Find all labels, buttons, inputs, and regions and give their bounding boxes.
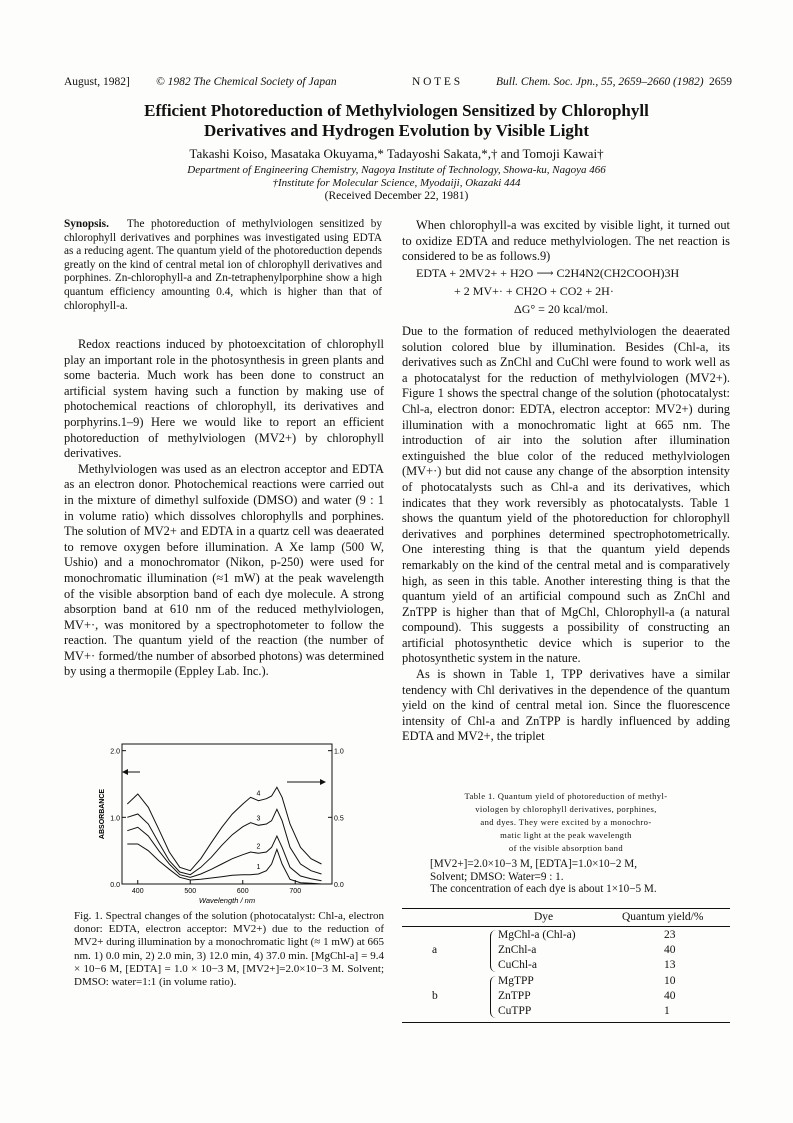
column-header-dye: Dye [534, 911, 554, 923]
synopsis-label: Synopsis. [64, 218, 109, 230]
x-tick-label: 400 [131, 888, 144, 895]
header-date: August, 1982] [64, 76, 130, 88]
curve-label: 1 [256, 864, 261, 871]
running-header [64, 76, 732, 92]
table-bottom-rule [402, 1022, 730, 1023]
header-section: N O T E S [412, 76, 461, 88]
equation-line-2: + 2 MV+· + CH2O + CO2 + 2H· [454, 284, 614, 298]
equation-line-3: ΔG° = 20 kcal/mol. [514, 302, 608, 316]
right-column-body [402, 324, 730, 745]
paragraph: Due to the formation of reduced methylviologen the deaerated solution colored blue by illumination. Besides (Chl-a, its derivatives such as ZnChl and CuChl were found to work well as a photocatalyst for the reduction of methylviologen (MV2+). Figure 1 shows the spectral change of the solution (photocatalyst: Chl-a, electron donor: EDTA, electron acceptor: MV2+) during illumination with a monochromatic light at 665 nm. The introduction of air into the solution after illumination extinguished the blue color of the reduced methylviologen (MV+·) but did not cause any change of the absorption intensity of photocatalysts such as Chl-a and its derivatives, which indicates that they work reversibly as photocatalysts. Table 1 shows the quantum yield of the photoreduction for chlorophyll derivatives and porphines determined spectrophotometrically. One interesting thing is that the quantum yield depends remarkably on the kind of the central metal and is comparatively high, as seen in this table. Another interesting thing is that the quantum yield of an artificial compound such as ZnChl and ZnTPP is higher than that of MgChl, Chlorophyll-a (a natural compound). This suggests a possibility of constructing an artificial photosynthetic device which is superior to the photosynthetic system in the nature. [402, 324, 730, 666]
header-page-number: 2659 [709, 76, 732, 88]
column-header-quantum-yield: Quantum yield/% [622, 911, 704, 923]
paragraph: Methylviologen was used as an electron acceptor and EDTA as an electron donor. Photochemical reactions were carried out in the mixture of dimethyl sulfoxide (DMSO) and water (9 : 1 in volume ratio) which dissolves chlorophylls and porphines. The solution of MV2+ and EDTA in a quartz cell was deaerated to remove oxygen before illumination. A Xe lamp (500 W, Ushio) and a monochromator (Nikon, p-250) were used for monochromatic illumination (≈1 mW) at the peak wavelength of the visible absorption band of each dye molecule. A strong absorption band at 610 nm of the reduced methylviologen, MV+·, was monitored by a spectrophotometer to follow the reaction. The quantum yield of the reaction (the number of MV+· formed/the number of absorbed photons) was determined by using a thermopile (Eppley Lab. Inc.). [64, 461, 384, 679]
x-tick-label: 700 [289, 888, 302, 895]
table-caption-line: of the visible absorption band [508, 843, 624, 853]
condition-line: Solvent; DMSO: Water=9 : 1. [430, 870, 564, 883]
arrow-head-icon [122, 769, 128, 775]
authors: Takashi Koiso, Masataka Okuyama,* Tadayoshi Sakata,*,† and Tomoji Kawai† [189, 146, 604, 161]
curve-label: 3 [256, 815, 261, 823]
affiliation-1: Department of Engineering Chemistry, Nagoya Institute of Technology, Showa-ku, Nagoya 466 [187, 164, 606, 176]
group-brace-a [490, 930, 496, 972]
y-tick-label: 1.0 [110, 815, 120, 823]
x-axis-label: Wavelength / nm [198, 896, 256, 905]
condition-line: [MV2+]=2.0×10−3 M, [EDTA]=1.0×10−2 M, [430, 858, 638, 870]
plot-frame [122, 744, 332, 884]
table-caption-line: matic light at the peak wavelength [500, 830, 632, 840]
table-cell-yield: 13 [664, 959, 676, 971]
group-brace-b [490, 976, 496, 1018]
table-cell-yield: 10 [664, 975, 676, 987]
synopsis-text: The photoreduction of methylviologen sensitized by chlorophyll derivatives and porphines was investigated using EDTA as a reducing agent. The quantum yield of the photoreduction depends greatly on the kind of central metal ion of chlorophyll derivatives and porphines. Zn-chlorophyll-a and Zn-tetraphenylporphine show a high quantum efficiency amounting 0.4, which is higher than that of chlorophyll-a. [64, 218, 382, 312]
table-caption-line: viologen by chlorophyll derivatives, porphines, [475, 804, 657, 814]
right-column-intro [402, 218, 730, 265]
title-line-1: Efficient Photoreduction of Methylviologen Sensitized by Chlorophyll [144, 101, 649, 120]
y-tick-label: 2.0 [110, 748, 120, 756]
series-3-line [127, 809, 321, 874]
spectrum-chart [92, 738, 357, 908]
table-caption-line: and dyes. They were excited by a monochro- [480, 817, 652, 827]
arrow-head-icon [320, 779, 326, 785]
table-row: MgTPP [498, 975, 534, 987]
table-conditions [430, 858, 730, 896]
curve-label: 2 [256, 843, 261, 851]
table-cell-yield: 23 [664, 929, 676, 941]
paragraph: When chlorophyll-a was excited by visible light, it turned out to oxidize EDTA and reduce methylviologen. The net reaction is considered to be as follows.9) [402, 218, 730, 264]
table-caption [402, 790, 730, 855]
synopsis [64, 218, 382, 313]
table-caption-line: Table 1. Quantum yield of photoreduction of methyl- [464, 791, 668, 801]
y-axis-label: ABSORBANCE [99, 788, 106, 840]
received-date: (Received December 22, 1981) [324, 190, 469, 202]
y2-tick-label: 0.5 [334, 815, 344, 823]
table-row: ZnTPP [498, 990, 531, 1002]
group-label-a: a [432, 944, 438, 956]
affiliation-2: †Institute for Molecular Science, Myodaiji, Okazaki 444 [272, 177, 521, 189]
paragraph: Redox reactions induced by photoexcitation of chlorophyll play an important role in the photosynthesis in green plants and some bacteria. Much work has been done to construct an artificial system having such a function by making use of photochemical reactions of chlorophyll, its derivatives and porphyrins.1–9) Here we would like to report an efficient photoreduction of methylviologen (MV2+) by chlorophyll derivatives. [64, 337, 384, 461]
paragraph: As is shown in Table 1, TPP derivatives have a similar tendency with Chl derivatives in the dependence of the quantum yield on the kind of central metal ion. Since the fluorescence intensity of Chl-a and ZnTPP is hardly influenced by adding EDTA and MV2+, the triplet [402, 667, 730, 744]
table-header-rule [402, 926, 730, 927]
y2-tick-label: 0.0 [334, 882, 344, 889]
table-top-rule [402, 908, 730, 909]
x-tick-label: 600 [236, 888, 249, 895]
condition-line: The concentration of each dye is about 1×10−5 M. [430, 883, 657, 896]
table-cell-yield: 40 [664, 944, 676, 956]
table-cell-yield: 40 [664, 990, 676, 1002]
table-row: CuTPP [498, 1005, 532, 1017]
curve-label: 4 [256, 790, 261, 798]
header-citation: Bull. Chem. Soc. Jpn., 55, 2659–2660 (1982) [496, 76, 704, 88]
series-2-line [127, 827, 321, 880]
left-column-body [64, 337, 384, 680]
table-row: CuChl-a [498, 959, 537, 971]
title-line-2: Derivatives and Hydrogen Evolution by Visible Light [203, 121, 590, 140]
table-row: ZnChl-a [498, 944, 537, 956]
header-copyright: © 1982 The Chemical Society of Japan [156, 76, 337, 88]
y2-tick-label: 1.0 [334, 748, 344, 756]
x-tick-label: 500 [184, 888, 197, 895]
table-cell-yield: 1 [664, 1005, 670, 1017]
figure-1 [92, 738, 357, 908]
table-row: MgChl-a (Chl-a) [498, 929, 576, 941]
series-1-line [127, 844, 321, 884]
equation-line-1: EDTA + 2MV2+ + H2O ⟶ C2H4N2(CH2COOH)3H [416, 266, 680, 280]
group-label-b: b [432, 990, 438, 1002]
figure-caption: Fig. 1. Spectral changes of the solution (photocatalyst: Chl-a, electron donor: EDTA, electron acceptor: MV2+) due to the reduction of MV2+ during illumination by a monochromatic light (≈ 1 mW) at 665 nm. 1) 0.0 min, 2) 2.0 min, 3) 12.0 min, 4) 37.0 min. [MgChl-a] = 9.4 × 10−6 M, [EDTA] = 1.0 × 10−3 M, [MV2+]=2.0×10−3 M. Solvent; DMSO: water=1:1 (in volume ratio). [74, 910, 384, 989]
y-tick-label: 0.0 [110, 882, 120, 889]
article-title [60, 101, 733, 141]
